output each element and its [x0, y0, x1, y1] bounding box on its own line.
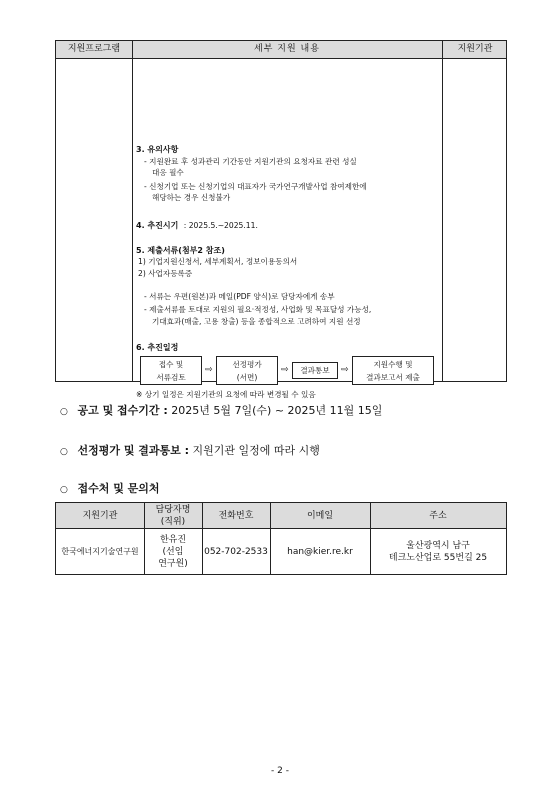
announcement-period-label: 공고 및 접수기간 :	[77, 404, 168, 417]
section-documents-title: 5. 제출서류(첨부2 참조)	[136, 246, 225, 255]
announcement-period-value: 2025년 5월 7일(수) ~ 2025년 11월 15일	[171, 404, 383, 417]
caution-item-1-line2: 대응 필수	[152, 168, 184, 177]
program-table	[55, 40, 507, 399]
period-value: : 2025.5.~2025.11.	[183, 221, 258, 230]
step-3-line1: 결과통보	[300, 366, 330, 375]
section-schedule-title: 6. 추진일정	[136, 343, 179, 352]
step-4-line1: 지원수행 및	[373, 360, 413, 369]
section-period-title: 4. 추진시기	[136, 221, 179, 230]
schedule-step-3	[292, 362, 338, 379]
header-detail: 세부 지원 내용	[254, 44, 320, 54]
column-divider	[132, 41, 133, 381]
arrow-icon: ⇨	[341, 365, 349, 375]
schedule-step-4	[352, 356, 434, 385]
step-1-line2: 서류검토	[156, 373, 186, 382]
bullet-circle-icon: ○	[60, 447, 68, 457]
contact-org: 한국에너지기술연구원	[61, 546, 139, 556]
caution-item-2-line1: - 신청기업 또는 신청기업의 대표자가 국가연구개발사업 참여제한에	[144, 182, 367, 191]
contact-table	[55, 502, 507, 575]
step-2-line2: (서면)	[236, 373, 258, 382]
document-item-1: 1) 기업지원신청서, 세부계획서, 정보이용동의서	[138, 257, 298, 266]
contact-phone: 052-702-2533	[204, 546, 268, 557]
caution-item-2-line2: 해당하는 경우 신청불가	[152, 193, 231, 202]
header-program: 지원프로그램	[67, 44, 121, 54]
contact-address	[370, 529, 506, 574]
contact-person	[144, 529, 202, 574]
contact-header-org: 지원기관	[82, 510, 118, 521]
header-agency: 지원기관	[457, 44, 493, 54]
contact-header-person: 담당자명 (직위)	[155, 504, 191, 527]
contact-header-email: 이메일	[306, 510, 334, 521]
address-line-1: 울산광역시 남구	[406, 540, 470, 551]
bullet-circle-icon: ○	[60, 407, 68, 417]
step-1-line1: 접수 및	[158, 360, 184, 369]
announcement-contact-label: 접수처 및 문의처	[77, 482, 160, 495]
announcement-contact	[60, 480, 160, 496]
step-2-line1: 선정평가	[232, 360, 262, 369]
document-note-2-line1: - 제출서류를 토대로 지원의 필요·적정성, 사업화 및 목표달성 가능성,	[144, 305, 372, 314]
caution-item-1-line1: - 지원완료 후 성과관리 기간동안 지원기관의 요청자료 관련 성실	[144, 157, 357, 166]
schedule-step-1	[140, 356, 202, 385]
document-note-2-line2: 기대효과(매출, 고용 창출) 등을 종합적으로 고려하여 지원 선정	[152, 317, 361, 326]
section-caution-title: 3. 유의사항	[136, 145, 179, 154]
schedule-step-2	[216, 356, 278, 385]
step-4-line2: 결과보고서 제출	[366, 373, 420, 382]
schedule-flow	[140, 356, 440, 386]
page-number: - 2 -	[271, 766, 289, 776]
announcement-period	[60, 402, 382, 418]
period-row	[136, 220, 258, 231]
announcement-evaluation	[60, 442, 320, 458]
column-divider	[442, 41, 443, 381]
schedule-note: ※ 상기 일정은 지원기관의 요청에 따라 변경될 수 있음	[136, 390, 316, 399]
arrow-icon: ⇨	[281, 365, 289, 375]
address-line-2: 테크노산업로 55번길 25	[388, 552, 488, 563]
contact-header-address: 주소	[429, 510, 447, 521]
arrow-icon: ⇨	[205, 365, 213, 375]
person-name: 한유진	[159, 534, 187, 545]
bullet-circle-icon: ○	[60, 485, 68, 495]
person-title-2: 연구원)	[158, 558, 188, 569]
document-note-1: - 서류는 우편(원본)과 메일(PDF 양식)로 담당자에게 송부	[144, 292, 335, 301]
contact-header-phone: 전화번호	[218, 510, 254, 521]
document-item-2: 2) 사업자등록증	[138, 269, 193, 278]
announcement-evaluation-value: 지원기관 일정에 따라 시행	[192, 444, 320, 457]
person-title-1: (선임	[162, 546, 184, 557]
program-table-header	[56, 41, 506, 59]
announcement-evaluation-label: 선정평가 및 결과통보 :	[77, 444, 190, 457]
contact-email: han@kier.re.kr	[287, 546, 353, 557]
